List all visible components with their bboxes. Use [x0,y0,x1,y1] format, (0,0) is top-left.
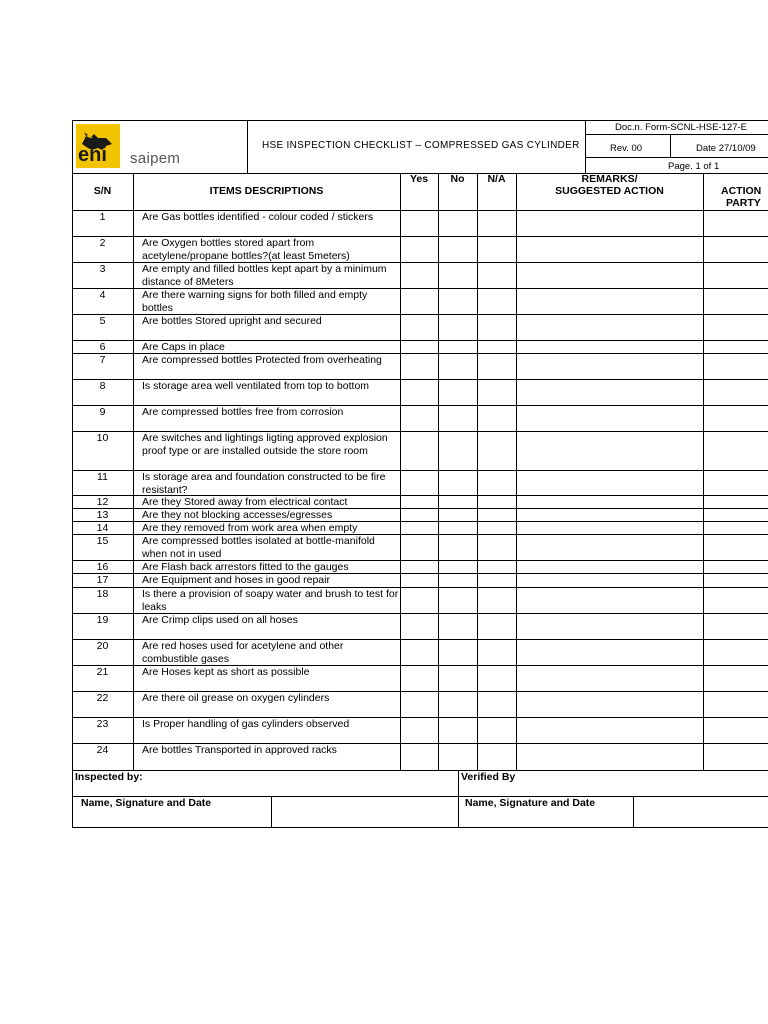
header-items: ITEMS DESCRIPTIONS [209,185,324,197]
row-sn: 11 [97,471,108,483]
row-description: Is storage area and foundation constructed to be fire resistant? [142,471,386,496]
row-sn: 10 [96,432,109,444]
row-description: Are they Stored away from electrical contact [142,496,348,508]
row-sn: 7 [99,354,106,366]
header-yes: Yes [409,173,429,185]
verified-by-label: Verified By [461,771,516,783]
header-sn: S/N [93,185,112,197]
inspected-by-label: Inspected by: [75,771,143,783]
row-description: Are Gas bottles identified - colour coded / stickers [142,211,374,223]
row-sn: 1 [99,211,106,223]
row-sn: 6 [99,341,106,353]
row-sn: 2 [99,237,106,249]
row-description: Is storage area well ventilated from top to bottom [142,380,370,392]
row-sn: 8 [99,380,106,392]
row-sn: 21 [96,666,109,678]
verifier-signature-field[interactable] [634,797,768,827]
header-no: No [450,173,465,185]
row-sn: 3 [99,263,106,275]
row-description: Is Proper handling of gas cylinders observed [142,718,350,730]
row-description: Are empty and filled bottles kept apart by a minimum distance of 8Meters [142,263,387,288]
row-description: Are they removed from work area when empty [142,522,358,534]
header-action-line1: ACTION [721,185,762,197]
page-number: Page. 1 of 1 [668,161,720,172]
header-remarks-line2: SUGGESTED ACTION [555,185,664,197]
inspector-signature-field[interactable] [272,797,457,827]
row-description: Are Flash back arrestors fitted to the gauges [142,561,349,573]
row-description: Are Equipment and hoses in good repair [142,574,330,586]
page-title: HSE INSPECTION CHECKLIST – COMPRESSED GAS CYLINDER [262,140,580,151]
row-sn: 19 [96,614,109,626]
row-description: Are Hoses kept as short as possible [142,666,310,678]
row-sn: 16 [96,561,109,573]
row-description: Are red hoses used for acetylene and other combustible gases [142,640,344,665]
row-description: Are compressed bottles free from corrosion [142,406,344,418]
row-description: Are they not blocking accesses/egresses [142,509,333,521]
row-description: Is there a provision of soapy water and brush to test for leaks [142,588,399,613]
row-description: Are there oil grease on oxygen cylinders [142,692,330,704]
eni-logo-text: eni [78,144,107,166]
row-description: Are Caps in place [142,341,225,353]
row-sn: 14 [96,522,109,534]
header-remarks-line1: REMARKS/ [581,173,638,185]
row-sn: 23 [96,718,109,730]
row-description: Are there warning signs for both filled and empty bottles [142,289,368,314]
header-action-line2: PARTY [726,197,761,209]
row-sn: 13 [96,509,109,521]
row-description: Are switches and lightings ligting approved explosion proof type or are installed outside the store room [142,432,388,457]
company-logo [76,122,246,172]
row-sn: 17 [96,574,109,586]
inspector-name-signature-label: Name, Signature and Date [81,797,212,809]
row-description: Are bottles Transported in approved racks [142,744,337,756]
row-description: Are bottles Stored upright and secured [142,315,322,327]
row-sn: 24 [96,744,109,756]
row-sn: 4 [99,289,106,301]
row-sn: 12 [96,496,109,508]
row-sn: 9 [99,406,106,418]
row-sn: 22 [96,692,109,704]
saipem-logo-text: saipem [130,150,181,167]
row-sn: 15 [96,535,109,547]
row-sn: 20 [96,640,109,652]
header-na: N/A [487,173,506,185]
doc-date: Date 27/10/09 [696,143,756,154]
doc-number: Doc.n. Form-SCNL-HSE-127-E [615,122,747,133]
row-description: Are Crimp clips used on all hoses [142,614,298,626]
row-sn: 5 [99,315,106,327]
verifier-name-signature-label: Name, Signature and Date [465,797,596,809]
row-description: Are compressed bottles Protected from overheating [142,354,382,366]
revision: Rev. 00 [610,143,643,154]
row-description: Are compressed bottles isolated at bottle-manifold when not in used [142,535,375,560]
row-sn: 18 [96,588,109,600]
row-description: Are Oxygen bottles stored apart from acetylene/propane bottles?(at least 5meters) [142,237,350,262]
